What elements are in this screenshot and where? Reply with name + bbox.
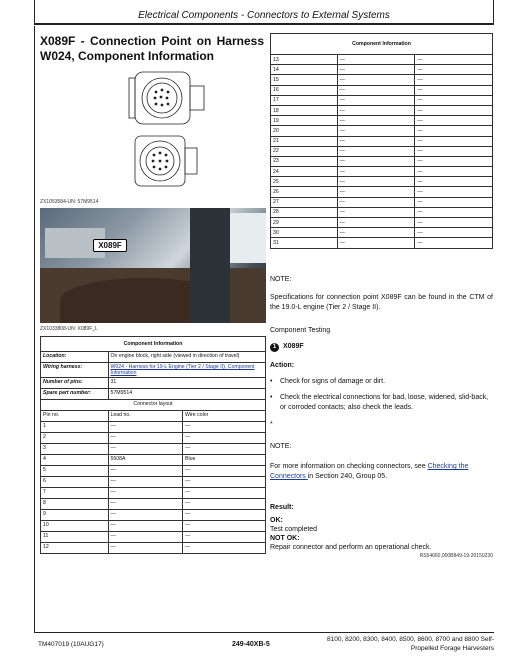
table-row — [41, 521, 266, 532]
column-header: Lead no. — [108, 411, 183, 422]
table-cell: — — [337, 187, 415, 197]
table-cell: — — [337, 238, 415, 248]
step-number-badge: 1 — [270, 343, 279, 352]
note-text-pre: For more information on checking connectors, see — [270, 463, 428, 470]
info-key: Location: — [41, 352, 109, 363]
table-cell: — — [415, 75, 493, 85]
table-cell: — — [337, 228, 415, 238]
note-text-post: in Section 240, Group 05. — [307, 473, 388, 480]
table-row — [41, 532, 266, 543]
table-cell: 10 — [41, 521, 109, 532]
ok-label: OK: — [270, 517, 283, 524]
header-title: Electrical Components - Connectors to External Systems — [138, 10, 390, 21]
table-cell: — — [415, 55, 493, 65]
table-cell: — — [108, 433, 183, 444]
footer-rule — [34, 632, 494, 633]
table-cell: 14 — [271, 65, 338, 75]
table-row — [41, 510, 266, 521]
table-cell: Blue — [183, 455, 266, 466]
table-cell: 13 — [271, 55, 338, 65]
table-cell: — — [108, 543, 183, 554]
table-cell: — — [415, 65, 493, 75]
bullet-marker: • — [270, 394, 273, 401]
table-cell: — — [183, 488, 266, 499]
table-cell: — — [183, 477, 266, 488]
table-cell: 30 — [271, 228, 338, 238]
table-row — [271, 136, 493, 146]
action-label: Action: — [270, 362, 295, 369]
table-row — [41, 444, 266, 455]
table-cell: 26 — [271, 187, 338, 197]
info-value: 31 — [108, 378, 266, 389]
not-ok-text: Repair connector and perform an operational check. — [270, 544, 432, 551]
table-cell: — — [108, 532, 183, 543]
note-label: NOTE: — [270, 443, 292, 450]
engine-photo — [40, 208, 266, 323]
table-cell: 12 — [41, 543, 109, 554]
table-cell: 16 — [271, 85, 338, 95]
table-cell: — — [108, 510, 183, 521]
table-cell: — — [415, 177, 493, 187]
info-key: Spare part number: — [41, 389, 109, 400]
table-cell: 3 — [41, 444, 109, 455]
checking-connectors-link[interactable]: Checking the Connectors — [270, 463, 469, 480]
image-caption-connector: ZX1053584-UN: 57M9514 — [40, 199, 99, 205]
table-row — [41, 543, 266, 554]
table-cell: — — [183, 466, 266, 477]
table-cell: 29 — [271, 218, 338, 228]
info-value: 57M9514 — [108, 389, 266, 400]
table-cell: — — [108, 477, 183, 488]
table-cell: 2 — [41, 433, 109, 444]
footer-model-line-1: 8100, 8200, 8300, 8400, 8500, 8600, 8700 and 8800 Self- — [327, 636, 494, 643]
table-cell: 22 — [271, 146, 338, 156]
table-cell: 20 — [271, 126, 338, 136]
table-cell: — — [108, 444, 183, 455]
table-row — [41, 499, 266, 510]
table-cell: 31 — [271, 238, 338, 248]
column-header: Wire color — [183, 411, 266, 422]
table-cell: — — [337, 207, 415, 217]
table-cell: — — [183, 433, 266, 444]
table-cell: 8 — [41, 499, 109, 510]
table-cell: — — [108, 422, 183, 433]
table-cell: — — [337, 105, 415, 115]
table-cell: — — [337, 146, 415, 156]
table-cell: — — [337, 65, 415, 75]
table-cell: 6 — [41, 477, 109, 488]
ok-text: Test completed — [270, 526, 318, 533]
table-cell: — — [337, 116, 415, 126]
image-caption-photo: ZX1033808-UN: X089F_L — [40, 326, 98, 332]
table-cell: — — [337, 95, 415, 105]
table-cell: — — [337, 55, 415, 65]
component-testing-heading: Component Testing — [270, 327, 331, 334]
reference-code: RS54660,000B849-19-20150230 — [419, 553, 493, 559]
star-marker: * — [270, 421, 273, 428]
table-cell: — — [183, 543, 266, 554]
connector-layout-heading: Connector layout — [41, 400, 266, 411]
table-cell: — — [415, 218, 493, 228]
table-cell: — — [415, 197, 493, 207]
connector-illustration — [125, 64, 215, 194]
footer-doc-id: TM407019 (10AUG17) — [38, 641, 104, 648]
info-key: Number of pins: — [41, 378, 109, 389]
table-cell: — — [183, 521, 266, 532]
footer-model-line-2: Propelled Forage Harvesters — [410, 645, 494, 652]
table-cell: 5 — [41, 466, 109, 477]
table-cell: — — [108, 499, 183, 510]
table-cell: 17 — [271, 95, 338, 105]
table-cell: 24 — [271, 167, 338, 177]
table-cell: — — [183, 499, 266, 510]
bullet-marker: • — [270, 378, 273, 385]
table-cell: 4 — [41, 455, 109, 466]
header-rule — [34, 24, 494, 25]
table-row — [41, 433, 266, 444]
table-cell: — — [415, 156, 493, 166]
note-text-2 — [270, 462, 493, 482]
table-cell: — — [415, 228, 493, 238]
table-row — [41, 466, 266, 477]
table-cell: 1 — [41, 422, 109, 433]
component-info-table — [40, 336, 266, 554]
note-label: NOTE: — [270, 276, 292, 283]
table-cell: — — [415, 126, 493, 136]
action-bullet: Check for signs of damage or dirt. — [280, 378, 386, 385]
section-title: X089F - Connection Point on Harness W024, Component Information — [40, 34, 264, 63]
action-bullet: Check the electrical connections for bad, loose, widened, slid-back, or corroded contacts; also check the leads. — [280, 394, 489, 411]
table-row — [271, 126, 493, 136]
table-cell: — — [415, 116, 493, 126]
table-row — [271, 187, 493, 197]
table-row — [271, 105, 493, 115]
component-info-table-continued — [270, 33, 493, 249]
table-row — [271, 207, 493, 217]
table-row — [271, 95, 493, 105]
table-cell: 25 — [271, 177, 338, 187]
table-row — [41, 422, 266, 433]
table-row — [271, 238, 493, 248]
info-value: On engine block, right side (viewed in direction of travel) — [108, 352, 266, 363]
harness-link[interactable]: W024 - Harness for 19-L Engine (Tier 2 / Stage II), Component Information — [108, 363, 266, 378]
table-cell: 23 — [271, 156, 338, 166]
table-cell: — — [415, 95, 493, 105]
table-row — [271, 55, 493, 65]
info-table-heading: Component Information — [41, 337, 266, 352]
table-cell: — — [108, 466, 183, 477]
table-cell: — — [337, 136, 415, 146]
table-cell: — — [183, 510, 266, 521]
table-cell: 18 — [271, 105, 338, 115]
note-text: Specifications for connection point X089F can be found in the CTM of the 19.0-L engine (Tier 2 / Stage II). — [270, 294, 493, 311]
table-cell: — — [183, 444, 266, 455]
table-cell: — — [337, 218, 415, 228]
table-row — [271, 228, 493, 238]
table-row — [41, 488, 266, 499]
table-cell: — — [337, 156, 415, 166]
table-cell: — — [108, 521, 183, 532]
table-cell: — — [415, 167, 493, 177]
table-cell: 15 — [271, 75, 338, 85]
table-row — [271, 146, 493, 156]
table-row — [41, 455, 266, 466]
step-label: X089F — [283, 343, 304, 350]
table-cell: — — [415, 187, 493, 197]
table-cell: — — [337, 85, 415, 95]
photo-callout-x089f: X089F — [93, 239, 127, 252]
table-row — [271, 167, 493, 177]
footer-page-number: 249-40XB-5 — [232, 641, 270, 648]
table-row — [271, 197, 493, 207]
table-cell: 28 — [271, 207, 338, 217]
table-cell: — — [337, 126, 415, 136]
table-cell: — — [415, 207, 493, 217]
table-row — [271, 116, 493, 126]
table-cell: 9 — [41, 510, 109, 521]
table-row — [41, 477, 266, 488]
table-cell: 11 — [41, 532, 109, 543]
table-cell: — — [183, 532, 266, 543]
table-row — [271, 75, 493, 85]
table-cell: 27 — [271, 197, 338, 207]
table-cell: — — [415, 105, 493, 115]
table-cell: — — [415, 85, 493, 95]
table-cell: — — [415, 146, 493, 156]
result-label: Result: — [270, 504, 294, 511]
not-ok-label: NOT OK: — [270, 535, 300, 542]
info-key: Wiring harness: — [41, 363, 109, 378]
table-row — [271, 156, 493, 166]
table-row — [271, 177, 493, 187]
table-cell: — — [337, 167, 415, 177]
table-cell: — — [337, 197, 415, 207]
table-cell: — — [108, 488, 183, 499]
column-header: Pin no. — [41, 411, 109, 422]
table-cell: — — [337, 177, 415, 187]
table-cell: — — [183, 422, 266, 433]
table-row — [271, 85, 493, 95]
table-cell: 5508A — [108, 455, 183, 466]
right-table-heading: Component Information — [271, 34, 493, 55]
table-cell: 19 — [271, 116, 338, 126]
table-row — [271, 65, 493, 75]
table-cell: — — [415, 136, 493, 146]
table-cell: — — [337, 75, 415, 85]
table-row — [271, 218, 493, 228]
table-cell: — — [415, 238, 493, 248]
table-cell: 7 — [41, 488, 109, 499]
table-cell: 21 — [271, 136, 338, 146]
